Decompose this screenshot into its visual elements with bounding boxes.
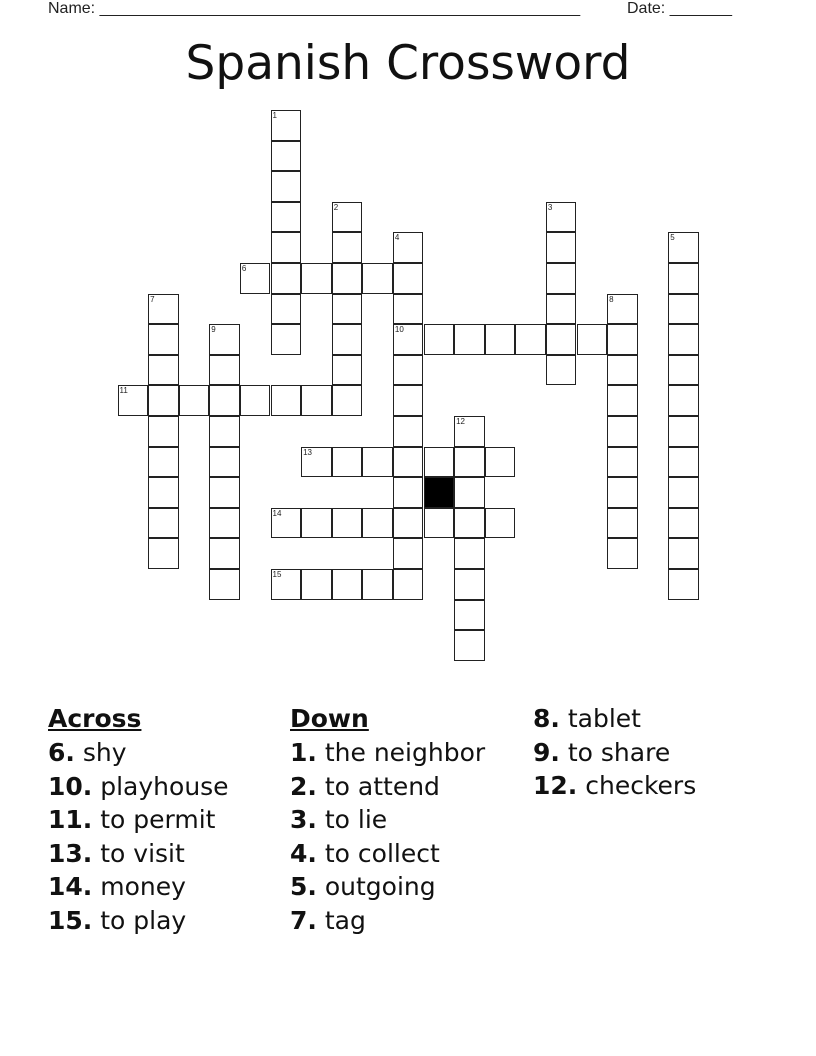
grid-cell[interactable] — [424, 447, 455, 478]
down-continued-clue — [533, 702, 696, 736]
grid-cell[interactable] — [454, 600, 485, 631]
grid-cell[interactable] — [454, 324, 485, 355]
across-clue — [48, 736, 229, 770]
grid-cell[interactable] — [668, 385, 699, 416]
clue-number-8: 8 — [609, 294, 614, 304]
clue-number: 5. — [290, 872, 317, 901]
grid-cell[interactable] — [332, 263, 363, 294]
grid-cell[interactable] — [301, 508, 332, 539]
across-clue — [48, 837, 229, 871]
clue-number: 4. — [290, 838, 317, 868]
clue-text: outgoing — [316, 872, 436, 901]
grid-cell[interactable] — [454, 508, 485, 539]
grid-cell[interactable] — [668, 477, 699, 508]
grid-cell[interactable] — [668, 263, 699, 294]
grid-cell[interactable] — [393, 263, 424, 294]
grid-cell[interactable] — [607, 416, 638, 447]
down-clues — [290, 702, 485, 937]
grid-cell[interactable] — [362, 263, 393, 294]
grid-cell[interactable] — [209, 508, 240, 539]
down-clue — [290, 803, 485, 837]
grid-cell[interactable] — [271, 232, 302, 263]
grid-cell[interactable] — [454, 477, 485, 508]
clue-number-9: 9 — [211, 325, 216, 335]
grid-cell[interactable] — [209, 355, 240, 386]
grid-cell[interactable] — [577, 324, 608, 355]
grid-cell[interactable] — [607, 538, 638, 569]
grid-cell[interactable] — [148, 508, 179, 539]
clue-text: checkers — [577, 771, 697, 800]
grid-cell[interactable] — [393, 294, 424, 325]
clue-number-6: 6 — [241, 264, 247, 273]
grid-cell[interactable] — [332, 294, 363, 325]
clue-text: to permit — [92, 805, 216, 834]
grid-cell[interactable] — [607, 508, 638, 539]
page-title: Spanish Crossword — [185, 36, 631, 91]
grid-cell[interactable] — [301, 569, 332, 600]
grid-cell[interactable] — [546, 324, 577, 355]
grid-cell[interactable] — [454, 630, 485, 661]
grid-cell[interactable] — [301, 385, 332, 416]
down-continued-clue — [533, 736, 696, 770]
clue-number: 14. — [48, 872, 93, 901]
clue-number: 13. — [48, 838, 93, 868]
grid-cell[interactable] — [209, 538, 240, 569]
grid-cell[interactable] — [148, 355, 179, 386]
across-clue — [48, 904, 229, 938]
grid-cell[interactable] — [362, 447, 393, 478]
grid-cell[interactable] — [485, 324, 516, 355]
clue-text: shy — [74, 738, 127, 767]
grid-cell[interactable] — [148, 416, 179, 447]
grid-cell[interactable] — [607, 324, 638, 355]
across-clue — [48, 870, 229, 904]
black-cell — [424, 477, 455, 508]
grid-cell[interactable] — [332, 355, 363, 386]
clue-number-3: 3 — [547, 202, 553, 212]
grid-cell[interactable] — [301, 263, 332, 294]
clue-text: tag — [316, 905, 366, 935]
across-clue — [48, 803, 229, 837]
grid-cell[interactable] — [668, 569, 699, 600]
clue-number-2: 2 — [333, 202, 339, 212]
grid-cell[interactable] — [668, 294, 699, 325]
grid-cell[interactable] — [148, 385, 179, 416]
grid-cell[interactable] — [668, 447, 699, 478]
clue-number-13: 13 — [303, 447, 312, 457]
grid-cell[interactable] — [148, 447, 179, 478]
grid-cell[interactable] — [393, 447, 424, 478]
grid-cell[interactable] — [271, 324, 302, 355]
grid-cell[interactable] — [668, 324, 699, 355]
grid-cell[interactable] — [668, 416, 699, 447]
grid-cell[interactable] — [393, 355, 424, 386]
grid-cell[interactable] — [485, 447, 516, 478]
clue-number: 3. — [290, 805, 317, 834]
grid-cell[interactable] — [546, 232, 577, 263]
grid-cell[interactable] — [668, 508, 699, 539]
grid-cell[interactable] — [424, 324, 455, 355]
grid-cell[interactable] — [332, 508, 363, 539]
grid-cell[interactable] — [332, 569, 363, 600]
grid-cell[interactable] — [148, 324, 179, 355]
grid-cell[interactable] — [332, 385, 363, 416]
clue-number-7: 7 — [150, 294, 155, 304]
grid-cell[interactable] — [393, 477, 424, 508]
down-heading: Down — [290, 704, 369, 733]
clue-number-14: 14 — [272, 508, 282, 518]
grid-cell[interactable] — [607, 447, 638, 478]
down-clues-continued — [533, 702, 696, 803]
grid-cell[interactable] — [668, 538, 699, 569]
clue-text: to lie — [316, 805, 388, 834]
clue-text: to attend — [316, 771, 440, 801]
grid-cell[interactable] — [546, 263, 577, 294]
grid-cell[interactable] — [271, 385, 302, 416]
grid-cell[interactable] — [271, 202, 302, 233]
grid-cell[interactable] — [546, 355, 577, 386]
across-heading: Across — [48, 704, 142, 733]
clue-number-1: 1 — [272, 111, 277, 120]
clue-number-12: 12 — [456, 417, 465, 426]
grid-cell[interactable] — [607, 477, 638, 508]
clue-number: 1. — [290, 738, 317, 767]
down-clue — [290, 770, 485, 804]
grid-cell[interactable] — [546, 294, 577, 325]
down-continued-clue — [533, 769, 696, 803]
clue-number: 6. — [48, 738, 75, 767]
clue-text: tablet — [559, 704, 641, 733]
name-field-line[interactable]: Name: ______________________________________________________ — [48, 0, 581, 17]
grid-cell[interactable] — [148, 477, 179, 508]
clue-text: to share — [559, 737, 671, 767]
clue-number: 2. — [290, 771, 317, 801]
grid-cell[interactable] — [271, 294, 302, 325]
down-clue — [290, 837, 485, 871]
across-clues — [48, 702, 229, 937]
date-field-line[interactable]: Date: _______ — [627, 0, 732, 17]
down-clue — [290, 904, 485, 938]
grid-cell[interactable] — [454, 447, 485, 478]
grid-cell[interactable] — [454, 569, 485, 600]
clue-number: 9. — [533, 737, 560, 767]
grid-cell[interactable] — [454, 538, 485, 569]
clue-text: to visit — [92, 838, 185, 868]
clue-number-5: 5 — [670, 233, 675, 243]
clue-number: 7. — [290, 905, 317, 935]
clue-text: to collect — [316, 838, 440, 868]
grid-cell[interactable] — [607, 385, 638, 416]
grid-cell[interactable] — [393, 385, 424, 416]
grid-cell[interactable] — [240, 385, 271, 416]
grid-cell[interactable] — [393, 416, 424, 447]
clue-number: 12. — [533, 771, 578, 800]
clue-text: to play — [92, 905, 187, 935]
grid-cell[interactable] — [424, 508, 455, 539]
clue-number-10: 10 — [394, 325, 404, 335]
grid-cell[interactable] — [607, 355, 638, 386]
grid-cell[interactable] — [209, 416, 240, 447]
grid-cell[interactable] — [179, 385, 210, 416]
clue-number-15: 15 — [272, 570, 282, 579]
grid-cell[interactable] — [515, 324, 546, 355]
grid-cell[interactable] — [393, 508, 424, 539]
clue-number-4: 4 — [394, 233, 400, 243]
grid-cell[interactable] — [209, 569, 240, 600]
grid-cell[interactable] — [209, 385, 240, 416]
grid-cell[interactable] — [271, 263, 302, 294]
grid-cell[interactable] — [209, 477, 240, 508]
grid-cell[interactable] — [393, 569, 424, 600]
grid-cell[interactable] — [668, 355, 699, 386]
clue-number-11: 11 — [119, 386, 128, 396]
clue-number: 11. — [48, 805, 93, 834]
grid-cell[interactable] — [393, 538, 424, 569]
grid-cell[interactable] — [485, 508, 516, 539]
down-clue — [290, 870, 485, 904]
clue-number: 10. — [48, 771, 93, 801]
grid-cell[interactable] — [271, 171, 302, 202]
grid-cell[interactable] — [332, 324, 363, 355]
grid-cell[interactable] — [209, 447, 240, 478]
grid-cell[interactable] — [362, 508, 393, 539]
clue-text: playhouse — [92, 771, 229, 801]
clue-number: 15. — [48, 905, 93, 935]
clue-number: 8. — [533, 704, 560, 733]
grid-cell[interactable] — [148, 538, 179, 569]
grid-cell[interactable] — [332, 232, 363, 263]
grid-cell[interactable] — [332, 447, 363, 478]
grid-cell[interactable] — [271, 141, 302, 172]
clue-text: the neighbor — [316, 738, 486, 767]
down-clue — [290, 736, 485, 770]
grid-cell[interactable] — [362, 569, 393, 600]
across-clue — [48, 770, 229, 804]
clue-text: money — [92, 872, 186, 901]
